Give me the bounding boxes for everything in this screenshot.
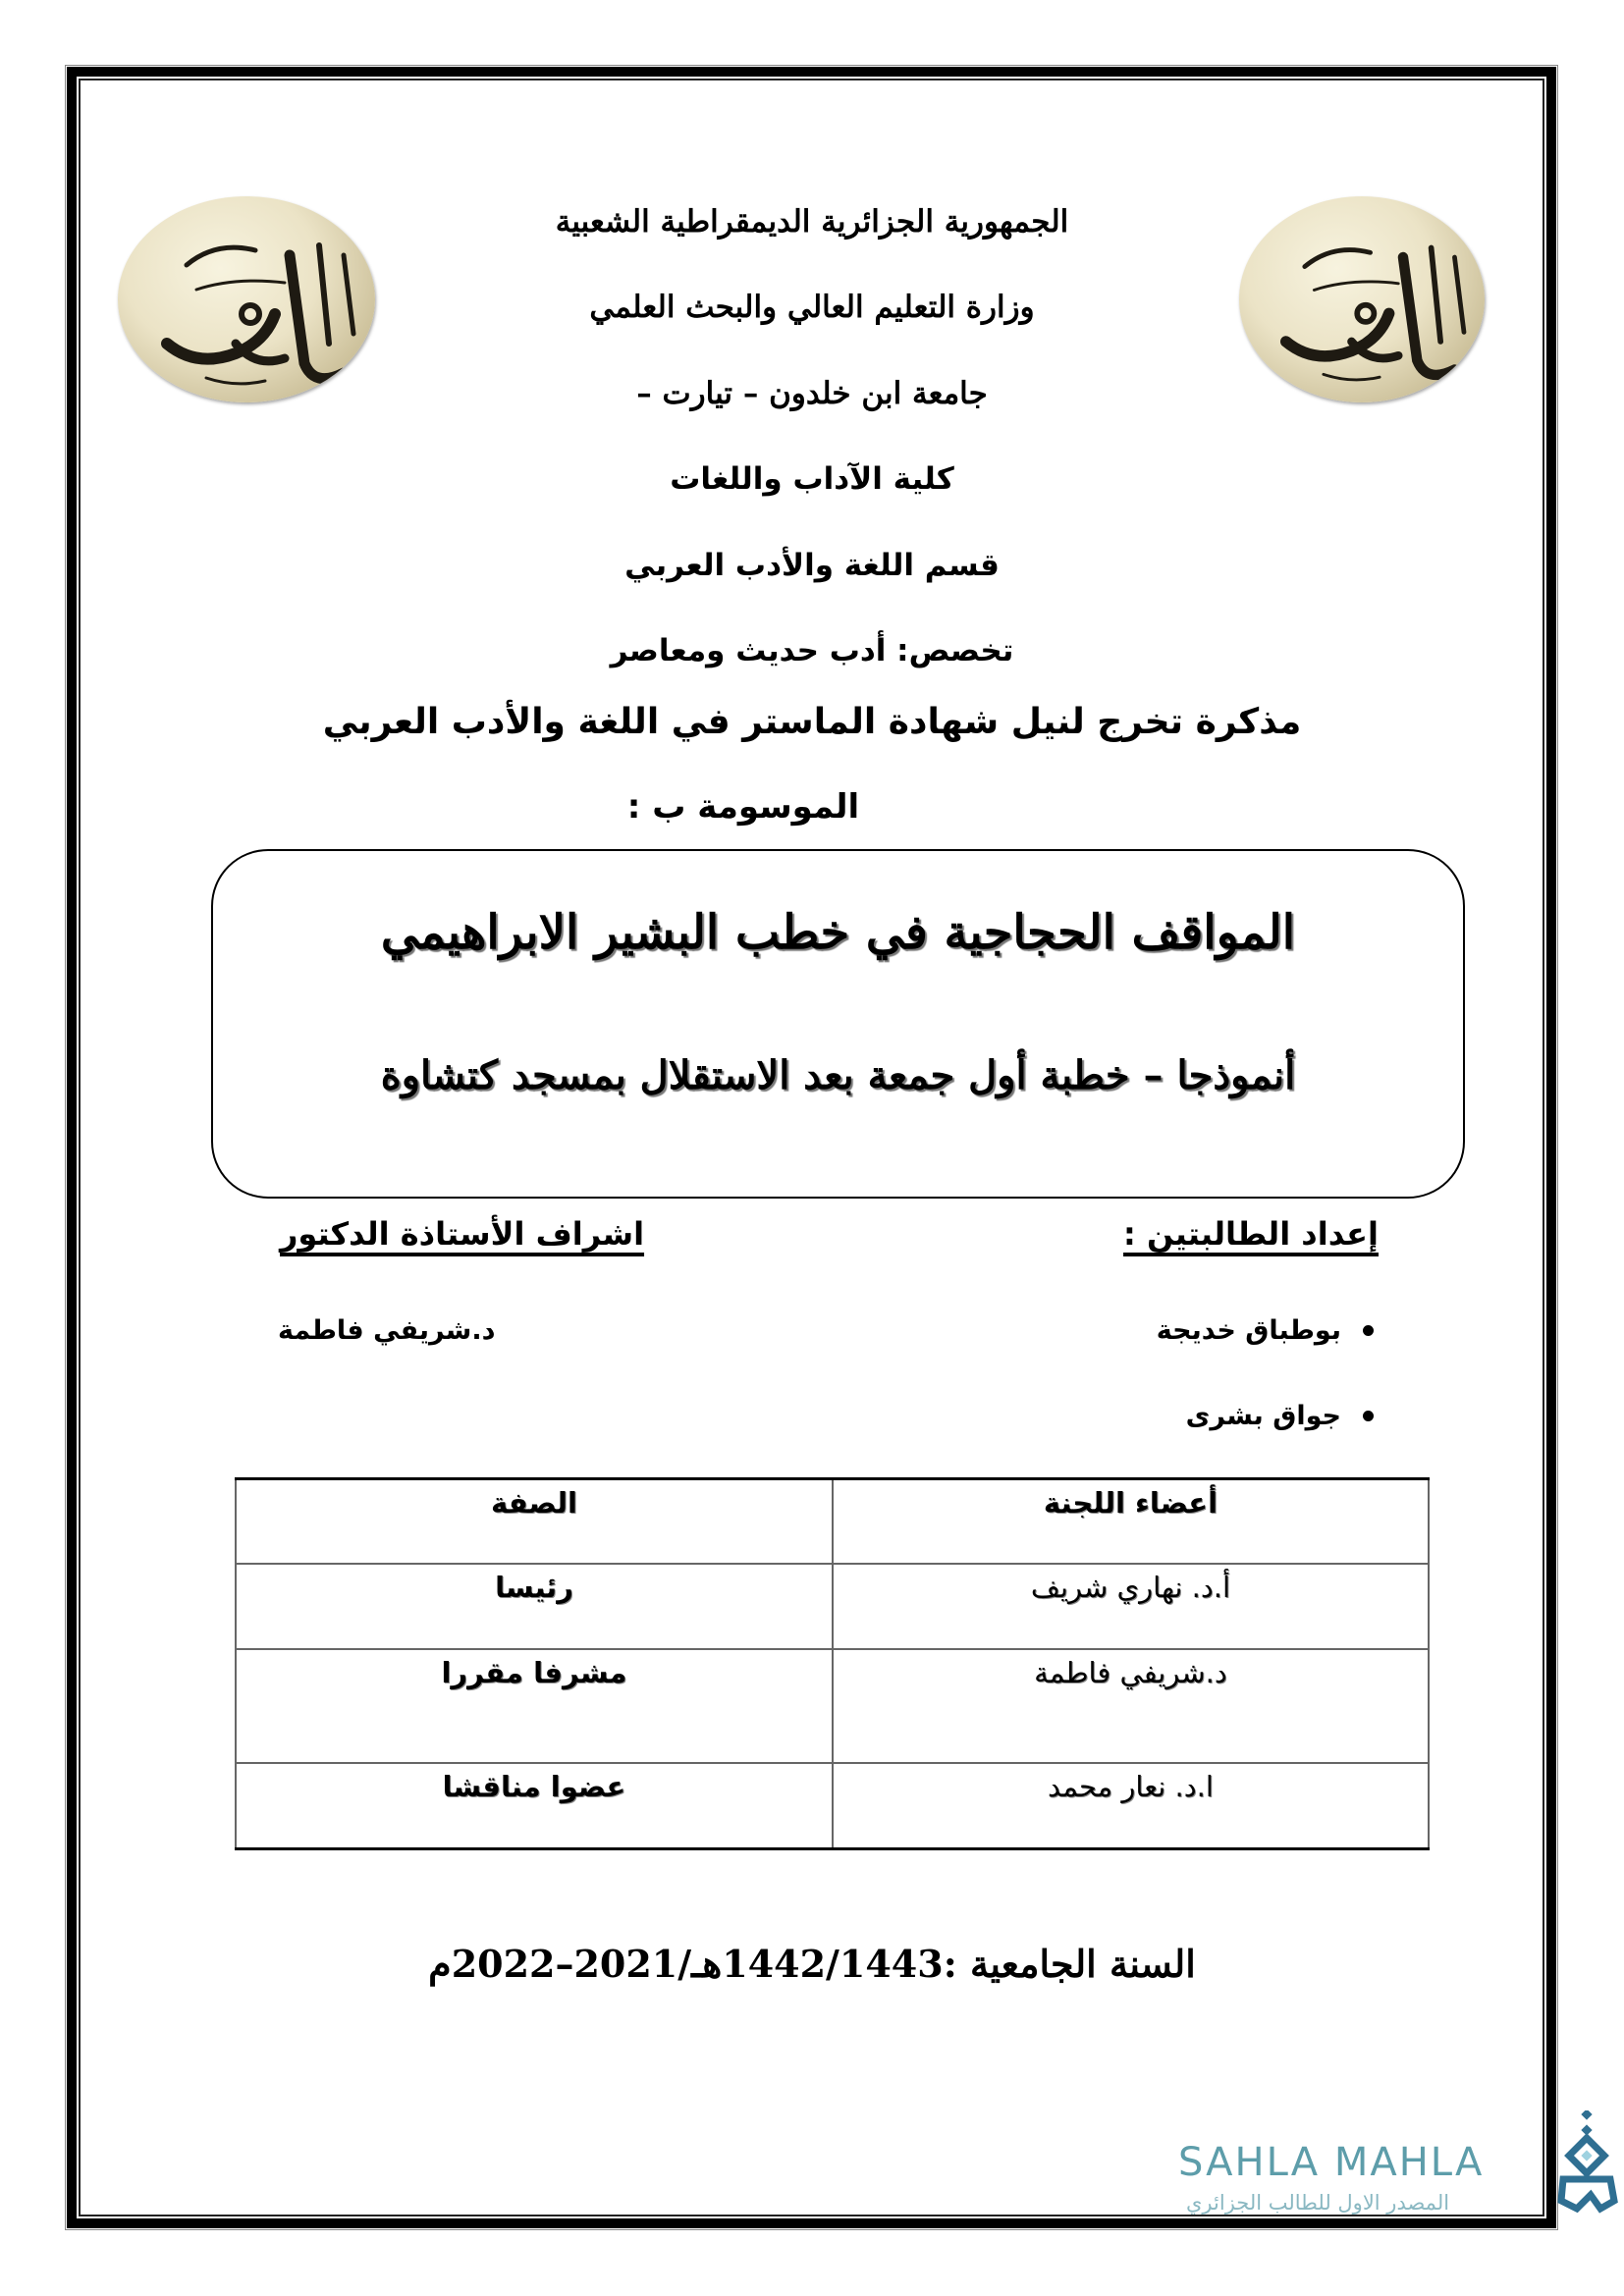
thesis-subtitle: أنموذجا – خطبة أول جمعة بعد الاستقلال بمسجد كتشاوة: [380, 1052, 1296, 1098]
header-member: أعضاء اللجنة: [833, 1479, 1429, 1564]
titled-label: الموسومة ب :: [626, 787, 860, 827]
student-name: بوطباق خديجة: [1156, 1315, 1341, 1346]
table-row: [236, 1763, 1429, 1849]
member-cell: ا.د. نعار محمد: [833, 1763, 1429, 1849]
thesis-main-title: المواقف الحجاجية في خطب البشير الابراهيمي: [380, 905, 1296, 960]
role-cell: عضوا مناقشا: [236, 1763, 833, 1849]
academic-year-label: السنة الجامعية :: [943, 1942, 1196, 1986]
students-heading: إعداد الطالبتين :: [1123, 1215, 1379, 1253]
table-row: [236, 1564, 1429, 1649]
thesis-title-box: [211, 849, 1465, 1199]
student-name: جواق بشرى: [1185, 1401, 1341, 1431]
header-role: الصفة: [236, 1479, 833, 1564]
table-header-row: [236, 1479, 1429, 1564]
ministry-name: وزارة التعليم العالي والبحث العلمي: [589, 290, 1035, 325]
sahla-mahla-logo-icon: [1553, 2110, 1620, 2218]
department-name: قسم اللغة والأدب العربي: [624, 548, 1000, 583]
watermark-brand: SAHLA MAHLA: [1178, 2140, 1485, 2185]
supervisor-name: د.شريفي فاطمة: [278, 1315, 496, 1346]
student-item: [1157, 1315, 1374, 1346]
bullet-icon: [1363, 1411, 1374, 1421]
watermark-tagline: المصدر الاول للطالب الجزائري: [1186, 2191, 1450, 2215]
role-cell: مشرفا مقررا: [236, 1649, 833, 1763]
academic-year: [0, 1942, 1624, 1986]
member-cell: د.شريفي فاطمة: [833, 1649, 1429, 1763]
specialty: تخصص: أدب حديث ومعاصر: [610, 633, 1014, 668]
academic-year-value: 1442/1443هـ/2021–2022م: [428, 1942, 944, 1986]
university-name: جامعة ابن خلدون – تيارت –: [636, 376, 988, 411]
table-row: [236, 1649, 1429, 1763]
role-cell: رئيسا: [236, 1564, 833, 1649]
member-cell: أ.د. نهاري شريف: [833, 1564, 1429, 1649]
bullet-icon: [1363, 1325, 1374, 1336]
republic-name: الجمهورية الجزائرية الديمقراطية الشعبية: [555, 204, 1069, 240]
faculty-name: كلية الآداب واللغات: [670, 461, 954, 497]
student-item: [1186, 1401, 1374, 1431]
supervisor-heading: اشراف الأستاذة الدكتور: [280, 1215, 645, 1253]
committee-table: [235, 1477, 1430, 1850]
thesis-type: مذكرة تخرج لنيل شهادة الماستر في اللغة والأدب العربي: [322, 702, 1302, 742]
